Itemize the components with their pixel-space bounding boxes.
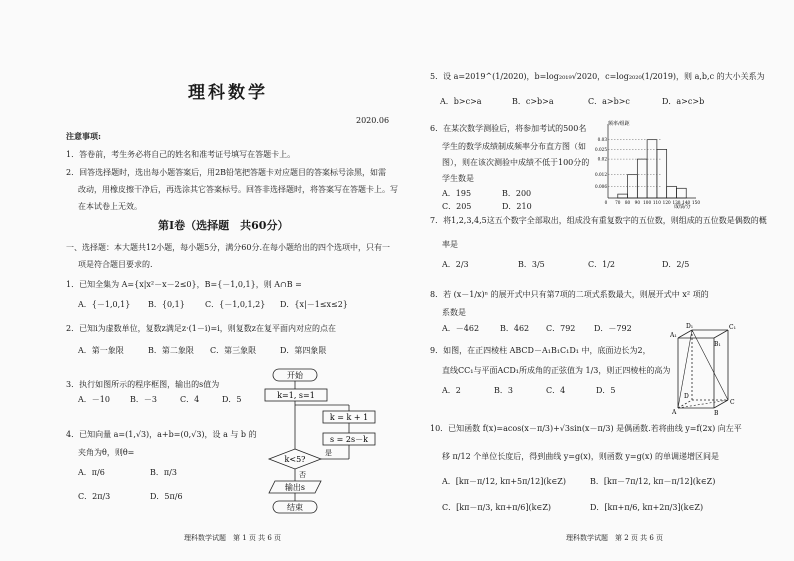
flow-no: 否 — [299, 471, 306, 479]
q10-stem-2: 移 π/12 个单位长度后，得到曲线 y=g(x)，则函数 y=g(x) 的单调递增区间是 — [442, 452, 720, 461]
q3-option-b: B．－3 — [130, 395, 157, 404]
q4-stem-2: 夹角为θ，则θ= — [78, 448, 135, 457]
q9-stem-1: 9．如图，在正四棱柱 ABCD－A₁B₁C₁D₁ 中，底面边长为2， — [430, 346, 651, 355]
flow-assign: s = 2s－k — [330, 435, 368, 444]
label-a: A — [672, 409, 677, 416]
hist-x-tick: 100 — [643, 200, 652, 205]
q8-option-c: C．792 — [546, 324, 576, 333]
q8-stem-2: 系数是 — [442, 308, 466, 317]
q1-option-d: D．{x|－1≤x≤2} — [280, 300, 348, 309]
hist-x-tick: 140 — [682, 200, 691, 205]
hist-x-tick: 110 — [652, 200, 661, 205]
q1-option-b: B．{0,1} — [148, 300, 185, 309]
q6-stem-4: 学生数是 — [442, 174, 474, 183]
q8-option-a: A．－462 — [442, 324, 480, 333]
q3-option-a: A．－10 — [78, 395, 110, 404]
q1-option-a: A．{－1,0,1} — [78, 300, 131, 309]
hist-ylabel: 频率/组距 — [608, 121, 630, 127]
program-flowchart — [255, 365, 385, 520]
q6-option-c: C．205 — [442, 202, 472, 211]
q9-option-c: C．4 — [546, 386, 566, 395]
hist-bar — [647, 140, 657, 198]
notice-title: 注意事项: — [66, 131, 101, 141]
hist-y-tick: 0.02 — [597, 156, 607, 162]
hist-bar — [618, 194, 628, 198]
q5-stem: 5．设 a=2019^(1/2020)，b=log₂₀₁₉√2020，c=log₂₀₂₀(1/2019)，则 a,b,c 的大小关系为 — [430, 72, 765, 81]
q2-stem: 2．已知i为虚数单位，复数z满足z·(1－i)=i，则复数z在复平面内对应的点在 — [66, 324, 336, 333]
label-d: D — [684, 393, 689, 400]
q9-option-b: B．3 — [494, 386, 513, 395]
q5-option-d: D．a>c>b — [662, 97, 705, 106]
prism-figure — [670, 320, 742, 416]
flow-end: 结束 — [287, 503, 303, 512]
q10-option-c: C．[kπ－π/3, kπ+π/6](k∈Z) — [442, 503, 552, 512]
notice-line-4: 在本试卷上无效。 — [78, 202, 142, 211]
q4-option-c: C．2π/3 — [78, 492, 111, 501]
q10-stem-1: 10．已知函数 f(x)=acos(x－π/3)+√3sin(x－π/3) 是偶函数.若将曲线 y=f(2x) 向左平 — [430, 424, 742, 433]
notice-line-1: 1．答卷前，考生务必将自己的姓名和准考证号填写在答题卡上。 — [66, 150, 296, 159]
q7-option-a: A．2/3 — [442, 260, 469, 269]
q3-option-d: D．5 — [222, 395, 242, 404]
q9-stem-2: 直线CC₁与平面ACD₁所成角的正弦值为 1/3，则正四棱柱的高为 — [442, 366, 671, 375]
hist-bar — [667, 186, 677, 198]
q7-option-b: B．3/5 — [518, 260, 545, 269]
hist-bar — [676, 188, 686, 198]
q8-stem-1: 8．若 (x－1/x)ⁿ 的展开式中只有第7项的二项式系数最大，则展开式中 x² 项的 — [430, 290, 709, 299]
q7-option-c: C．1/2 — [588, 260, 615, 269]
q6-option-d: D．210 — [502, 202, 532, 211]
flow-init: k=1, s=1 — [277, 391, 315, 400]
label-b: B — [714, 410, 719, 416]
q8-option-b: B．462 — [500, 324, 530, 333]
hist-x-tick: 0 — [604, 200, 608, 205]
flow-output: 输出s — [284, 483, 306, 492]
q2-option-a: A．第一象限 — [78, 346, 124, 355]
hist-y-tick: 0.006 — [595, 183, 607, 189]
q6-stem-3: 图），则在该次测验中成绩不低于100分的 — [442, 158, 590, 167]
q7-stem-1: 7．将1,2,3,4,5这五个数字全部取出，组成没有重复数字的五位数，则组成的五位数是偶数的概 — [430, 216, 767, 225]
section-intro-2: 项是符合题目要求的. — [78, 260, 153, 269]
q6-option-a: A．195 — [442, 189, 472, 198]
hist-x-tick: 150 — [692, 200, 700, 205]
section-intro-1: 一、选择题：本大题共12小题，每小题5分，满分60分.在每小题给出的四个选项中，只有一 — [66, 243, 390, 252]
q4-option-d: D．5π/6 — [150, 492, 183, 501]
hist-x-tick: 90 — [634, 200, 641, 205]
q4-option-b: B．π/3 — [150, 468, 177, 477]
flow-cond: k<5? — [284, 455, 306, 464]
q6-stem-1: 6．在某次数学测验后，将参加考试的500名 — [430, 124, 587, 133]
hist-x-tick: 120 — [662, 200, 671, 205]
hist-y-tick: 0.012 — [595, 172, 607, 178]
q9-option-d: D．5 — [596, 386, 616, 395]
hist-xlabel: 成绩/分 — [674, 204, 691, 210]
exam-date: 2020.06 — [356, 116, 390, 125]
flow-inc: k = k + 1 — [329, 413, 369, 422]
label-a1: A₁ — [670, 332, 677, 339]
q2-option-c: C．第三象限 — [210, 346, 257, 355]
q10-option-b: B．[kπ－7π/12, kπ－π/12](k∈Z) — [590, 477, 716, 486]
label-d1: D₁ — [686, 323, 694, 330]
q5-option-a: A．b>c>a — [440, 97, 482, 106]
hist-x-tick: 80 — [624, 200, 631, 205]
q2-option-d: D．第四象限 — [280, 346, 327, 355]
label-c1: C₁ — [729, 324, 736, 331]
hist-bar — [637, 159, 647, 198]
hist-x-tick: 130 — [672, 200, 681, 205]
q5-option-b: B．c>b>a — [512, 97, 554, 106]
flow-start: 开始 — [287, 371, 303, 380]
left-footer: 理科数学试题 第 1 页 共 6 页 — [184, 534, 282, 542]
q9-option-a: A．2 — [442, 386, 461, 395]
q5-option-c: C．a>b>c — [588, 97, 630, 106]
q3-option-c: C．4 — [180, 395, 200, 404]
notice-line-2: 2．回答选择题时，选出每小题答案后，用2B铅笔把答题卡对应题目的答案标号涂黑，如需 — [66, 168, 387, 177]
q1-stem: 1．已知全集为 A={x|x²－x－2≤0}，B={－1,0,1}，则 A∩B = — [66, 280, 302, 289]
q6-option-b: B．200 — [502, 189, 532, 198]
hist-x-tick: 70 — [615, 200, 621, 205]
notice-line-3: 改动，用橡皮擦干净后，再选涂其它答案标号。回答非选择题时，将答案写在答题卡上。写 — [78, 185, 398, 194]
hist-y-tick: 0.025 — [595, 146, 607, 152]
hist-bar — [657, 149, 667, 198]
right-footer: 理科数学试题 第 2 页 共 6 页 — [566, 534, 664, 542]
q1-option-c: C．{－1,0,1,2} — [205, 300, 266, 309]
q7-stem-2: 率是 — [442, 240, 458, 249]
q8-option-d: D．－792 — [594, 324, 632, 333]
frequency-histogram — [590, 118, 700, 210]
q4-option-a: A．π/6 — [78, 468, 105, 477]
q4-stem-1: 4．已知向量 a=(1,√3)，a+b=(0,√3)，设 a 与 b 的 — [66, 430, 257, 439]
q10-option-d: D．[kπ+π/6, kπ+2π/3](k∈Z) — [590, 503, 704, 512]
q10-option-a: A．[kπ－π/12, kπ+5π/12](k∈Z) — [442, 477, 566, 486]
exam-title: 理科数学 — [188, 83, 268, 103]
q2-option-b: B．第二象限 — [148, 346, 194, 355]
label-c: C — [730, 399, 735, 406]
label-b1: B₁ — [714, 341, 721, 348]
hist-y-tick: 0.03 — [597, 137, 607, 143]
section-title: 第Ⅰ卷（选择题 共60分） — [158, 219, 289, 232]
q6-stem-2: 学生的数学成绩制成频率分布直方图（如 — [442, 142, 586, 151]
q7-option-d: D．2/5 — [662, 260, 690, 269]
q3-stem: 3．执行如图所示的程序框图，输出的s值为 — [66, 380, 220, 389]
flow-yes: 是 — [325, 449, 332, 457]
